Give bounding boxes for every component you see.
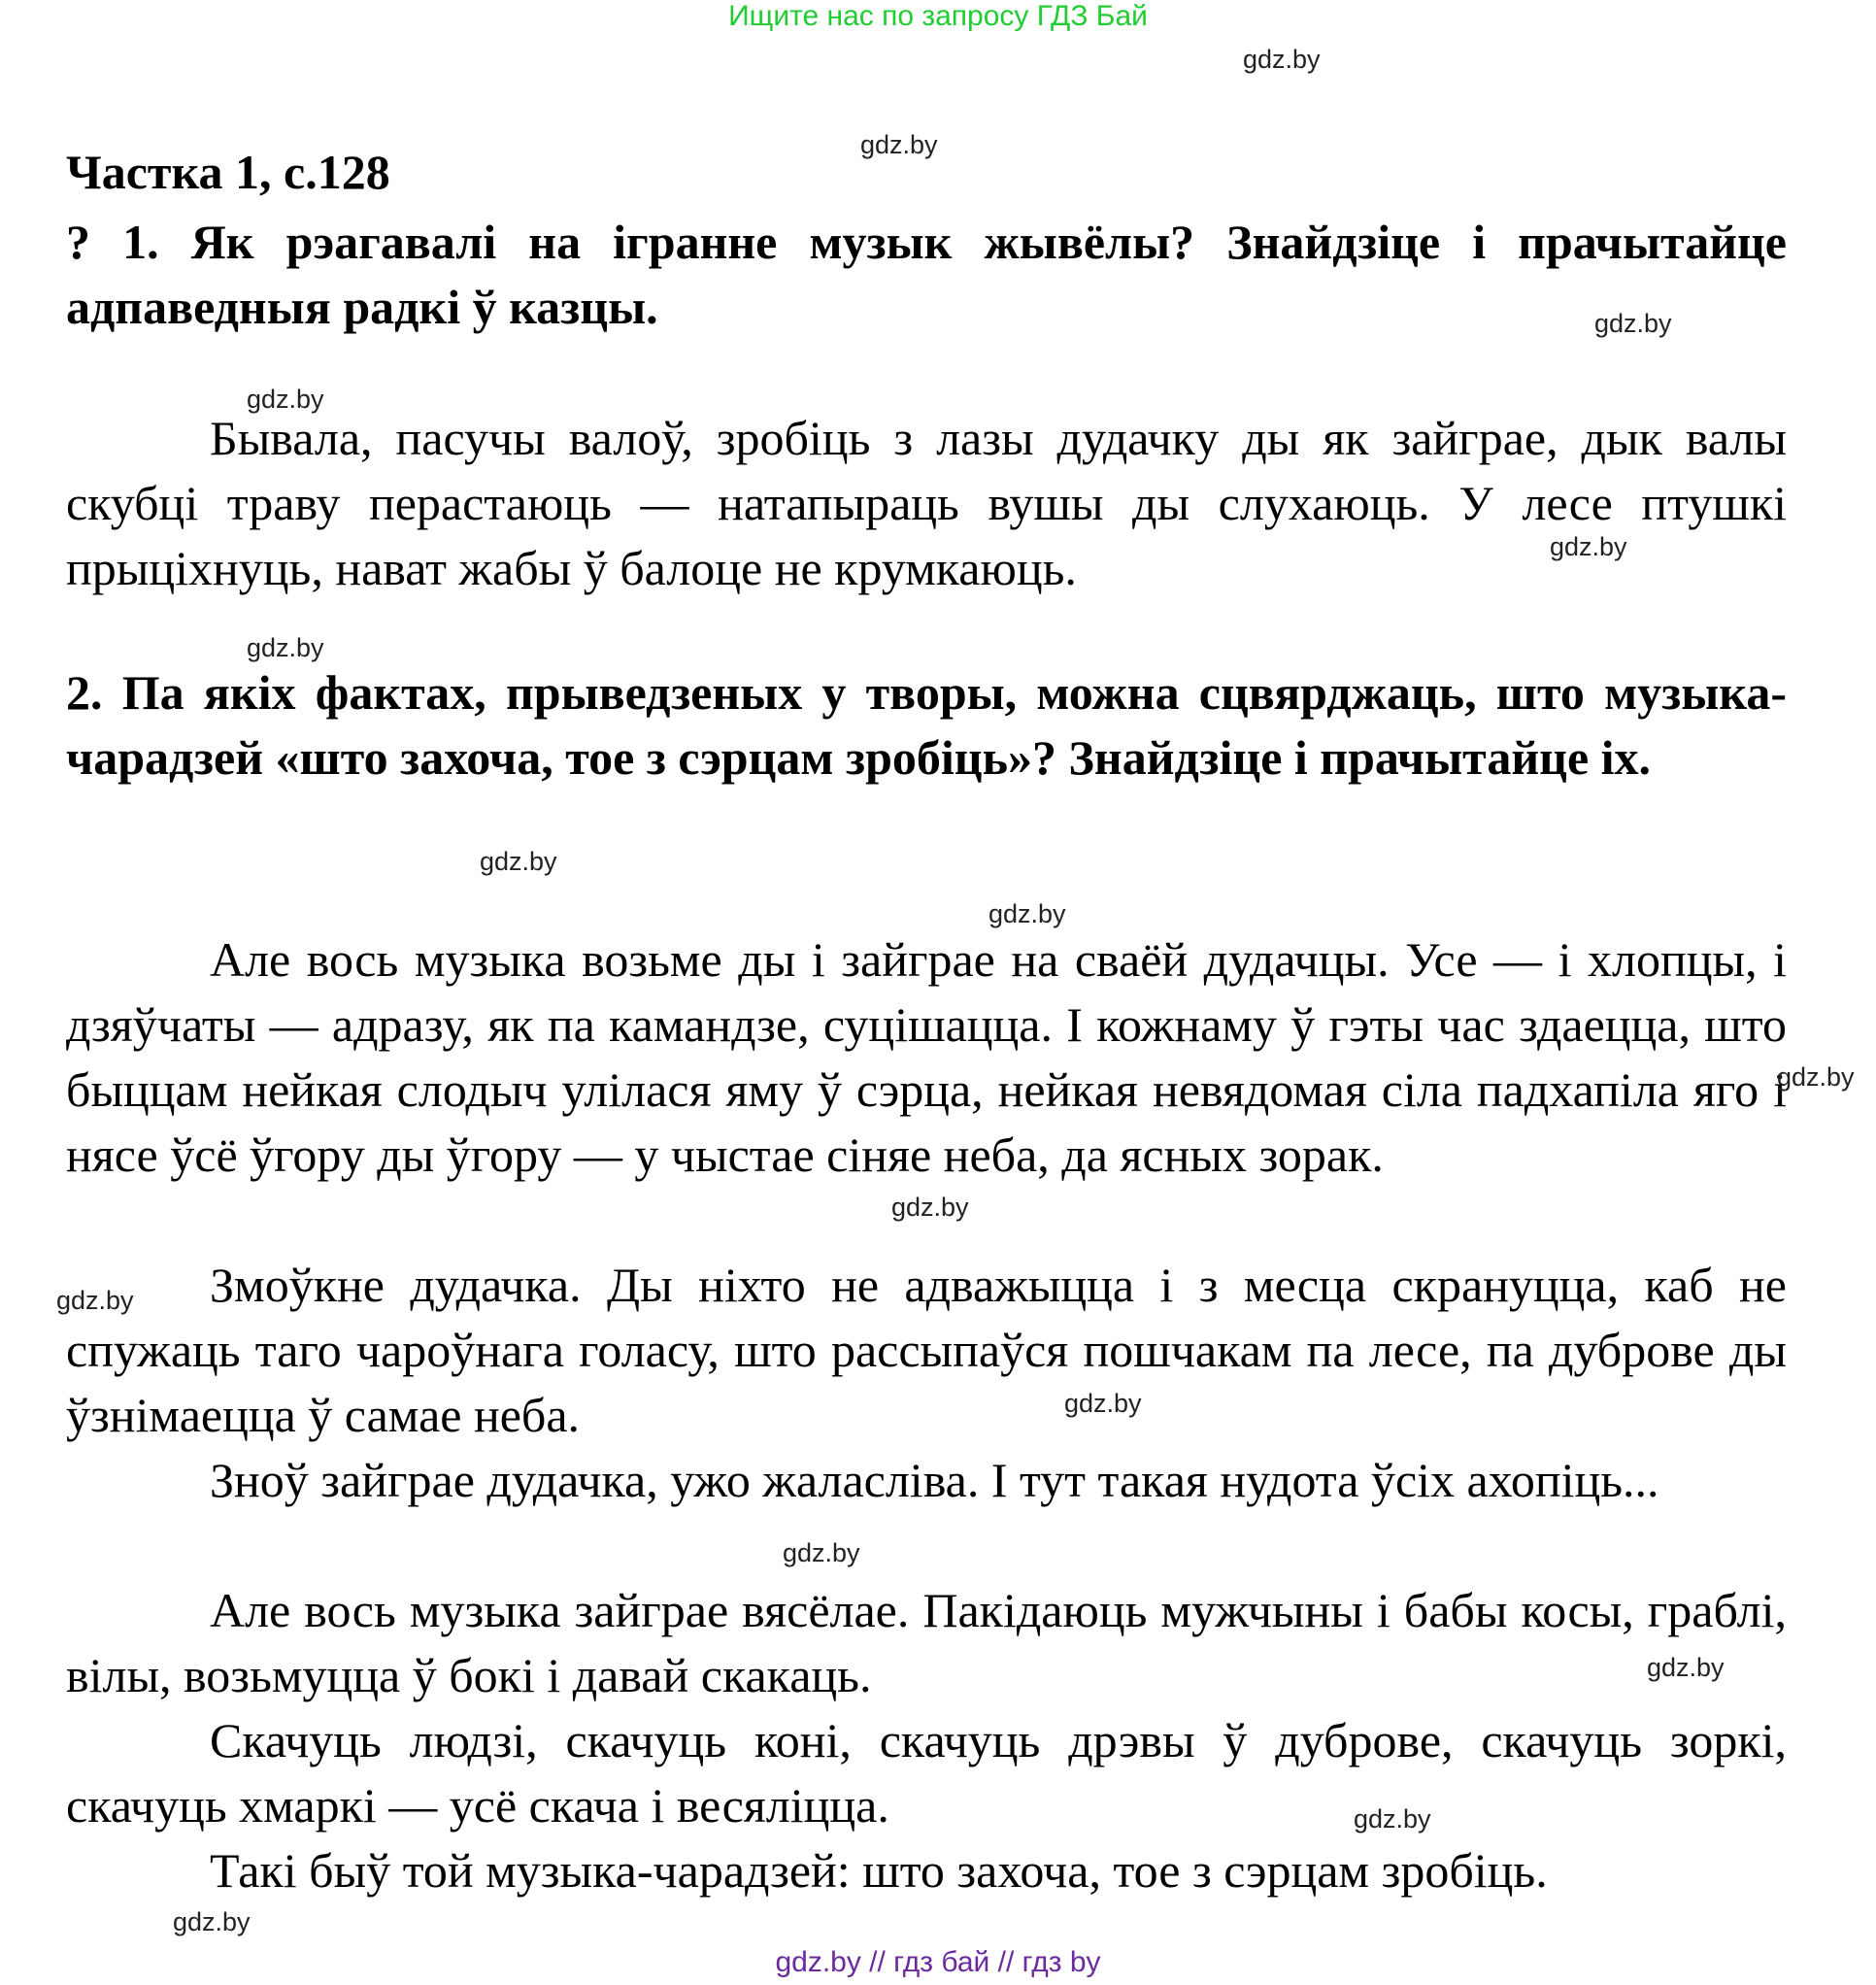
- answer-2-paragraph-2: Змоўкне дудачка. Ды ніхто не адважыцца і з месца скрануцца, каб не спужаць таго чароўнага голасу, што рассыпаўся пошчакам па лесе, па дуброве ды ўзнімаецца ў самае неба.: [66, 1258, 1787, 1442]
- watermark: gdz.by: [247, 633, 324, 662]
- answer-2-paragraph-5: Скачуць людзі, скачуць коні, скачуць дрэвы ў дуброве, скачуць зоркі, скачуць хмаркі — усё скача і весяліцца.: [66, 1713, 1787, 1833]
- watermark: gdz.by: [1064, 1389, 1142, 1418]
- answer-2-paragraph-4: Але вось музыка зайграе вясёлае. Пакідаюць мужчыны і бабы косы, граблі, вілы, возьмуцца ў бокі і давай скакаць.: [66, 1583, 1787, 1702]
- search-banner[interactable]: Ищите нас по запросу ГДЗ Бай: [728, 0, 1148, 32]
- watermark: gdz.by: [860, 130, 938, 159]
- watermark: gdz.by: [891, 1193, 969, 1222]
- watermark: gdz.by: [1647, 1653, 1725, 1682]
- watermark: gdz.by: [1354, 1804, 1431, 1834]
- watermark: gdz.by: [783, 1538, 860, 1567]
- page-heading: Частка 1, с.128: [66, 145, 390, 199]
- question-2: 2. Па якіх фактах, прыведзеных у творы, можна сцвярджаць, што музыка-чарадзей «што захоча, тое з сэрцам зробіць»? Знайдзіце і прачытайце іх.: [66, 665, 1787, 785]
- watermark: gdz.by: [1243, 45, 1321, 74]
- watermark: gdz.by: [1594, 309, 1672, 338]
- watermark: gdz.by: [247, 385, 324, 414]
- footer-links[interactable]: gdz.by // гдз бай // гдз by: [775, 1946, 1101, 1978]
- answer-2-paragraph-1: Але вось музыка возьме ды і зайграе на сваёй дудачцы. Усе — і хлопцы, і дзяўчаты — адразу, як па камандзе, суцішацца. І кожнаму ў гэты час здаецца, што быццам нейкая слодыч улілася яму ў сэрца, нейкая невядомая сіла падхапіла яго і нясе ўсё ўгору ды ўгору — у чыстае сіняе неба, да ясных зорак.: [66, 932, 1787, 1182]
- watermark: gdz.by: [173, 1907, 251, 1936]
- watermark: gdz.by: [56, 1286, 134, 1315]
- answer-2-paragraph-3: Зноў зайграе дудачка, ужо жаласліва. І тут такая нудота ўсіх ахопіць...: [210, 1453, 1659, 1507]
- watermark: gdz.by: [1550, 532, 1627, 561]
- answer-1-paragraph: Бывала, пасучы валоў, зробіць з лазы дудачку ды як зайграе, дык валы скубці траву перастаюць — натапыраць вушы ды слухаюць. У лесе птушкі прыціхнуць, нават жабы ў балоце не крумкаюць.: [66, 411, 1787, 595]
- watermark: gdz.by: [988, 899, 1066, 928]
- watermark: gdz.by: [480, 847, 557, 876]
- question-1: ? 1. Як рэагавалі на іграннe музык жывёлы? Знайдзіце і прачытайце адпаведныя радкі ў казцы.: [66, 215, 1787, 334]
- watermark: gdz.by: [1777, 1062, 1855, 1092]
- answer-2-paragraph-6: Такі быў той музыка-чарадзей: што захоча, тое з сэрцам зробіць.: [210, 1843, 1548, 1898]
